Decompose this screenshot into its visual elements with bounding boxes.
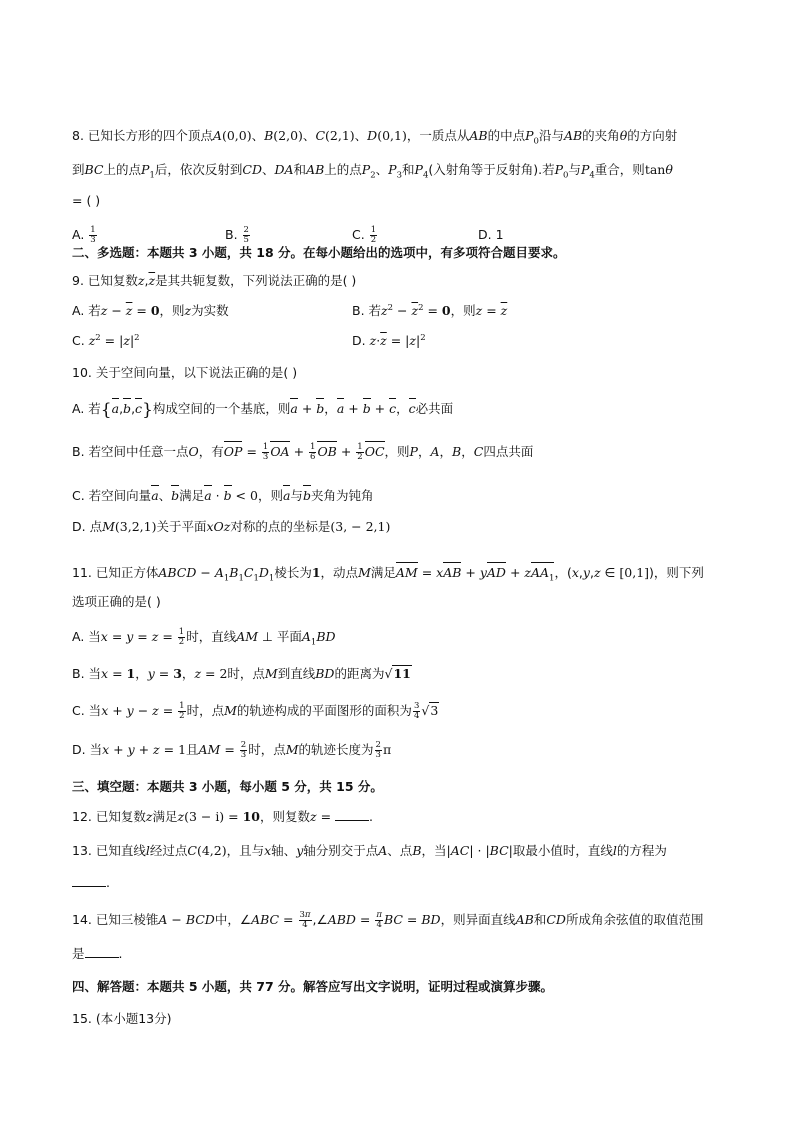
q8-line3: = ( ) [72, 193, 101, 208]
q9-option-c: C. $z^2 = |z|^2$ [72, 332, 140, 348]
q8-option-a: A. $\frac{1}{3}$ [72, 225, 96, 245]
q10-option-c: C. 若空间向量a、b满足a · b < 0，则a与b夹角为钝角 [72, 485, 373, 505]
q8-option-d: D. 1 [478, 227, 504, 242]
q11-option-d: D. 当x + y + z = 1且AM = $\frac{2}{3}$ 时，点M的轨迹长度为 $\frac{2}{3}$ π [72, 740, 392, 760]
q13-line2: . [72, 874, 110, 892]
q14: 14. 已知三棱锥A − BCD中，∠ABC = $\frac{3\pi}{4}$ ,∠ABD = $\frac{\pi}{4}$ BC = BD，则异面直线AB和CD所成角余弦值的取值范围 [72, 910, 704, 930]
q11-stem-line2: 选项正确的是( ) [72, 594, 161, 609]
q10-option-a: A. 若{a,b,c}构成空间的一个基底，则a + b，a + b + c，c必共面 [72, 400, 454, 420]
section-4-heading: 四、解答题：本题共 5 小题，共 77 分。解答应写出文字说明，证明过程或演算步骤。 [72, 979, 554, 994]
q13: 13. 已知直线l经过点C(4,2)，且与x轴、y轴分别交于点A、点B，当|AC| · |BC|取最小值时，直线l的方程为 [72, 843, 667, 858]
section-2-heading: 二、多选题：本题共 3 小题，共 18 分。在每小题给出的选项中，有多项符合题目要求。 [72, 245, 566, 260]
answer-blank[interactable] [335, 808, 369, 821]
q15-heading: 15. (本小题13分) [72, 1011, 172, 1026]
q10-option-d: D. 点M(3,2,1)关于平面xOz对称的点的坐标是(3, − 2,1) [72, 519, 391, 534]
answer-blank[interactable] [85, 945, 119, 958]
q9-option-b: B. 若$z^2 - \overline{z}^2 = 0$，则$z = \overline{z}$ [352, 302, 508, 318]
q8-text: 8. 已知长方形的四个顶点 [72, 128, 213, 143]
q9-option-d: D. $z\cdot\overline{z} = |z|^2$ [352, 332, 426, 348]
q14-line2: 是 . [72, 946, 123, 961]
q11-option-a: A. 当x = y = z = $\frac{1}{2}$ 时，直线AM ⊥ 平面$A_1BD$ [72, 627, 336, 648]
q8-line1: 8. 已知长方形的四个顶点A(0,0)、B(2,0)、C(2,1)、D(0,1)，一质点从AB的中点$P_0$沿与AB的夹角θ的方向射 [72, 128, 678, 147]
q12: 12. 已知复数z满足z(3 − i) = 10，则复数z = . [72, 809, 374, 824]
q10-stem: 10. 关于空间向量，以下说法正确的是( ) [72, 365, 298, 380]
answer-blank[interactable] [72, 874, 106, 887]
q11-option-b: B. 当x = 1，y = 3，z = 2时，点M到直线BD的距离为√11 [72, 666, 411, 681]
q9-stem: 9. 已知复数$z,\overline{z}$是其共轭复数，下列说法正确的是( ) [72, 273, 357, 288]
q8-option-b: B. $\frac{2}{5}$ [225, 225, 249, 245]
q10-option-b: B. 若空间中任意一点O，有OP = $\frac{1}{3}$ OA + $\frac{1}{6}$ OB + $\frac{1}{2}$ OC，则P，A，B，C四点共面 [72, 442, 534, 462]
q8-line2: 到BC上的点$P_1$后，依次反射到CD、DA和AB上的点$P_2$、$P_3$和$P_4$(入射角等于反射角).若$P_0$与$P_4$重合，则tanθ [72, 162, 673, 181]
q11-stem: 11. 已知正方体ABCD − $A_1B_1C_1D_1$棱长为1，动点M满足AM = xAB + yAD + zAA$_1$，(x,y,z ∈ [0,1])，则下列 [72, 562, 704, 582]
section-3-heading: 三、填空题：本题共 3 小题，每小题 5 分，共 15 分。 [72, 779, 383, 794]
q9-option-a: A. 若$z - \overline{z} = 0$，则z为实数 [72, 303, 229, 318]
q8-option-c: C. $\frac{1}{2}$ [352, 225, 377, 245]
q11-option-c: C. 当x + y − z = $\frac{1}{2}$ 时，点M的轨迹构成的平面图形的面积为 $\frac{3}{4}$ √3 [72, 701, 439, 721]
